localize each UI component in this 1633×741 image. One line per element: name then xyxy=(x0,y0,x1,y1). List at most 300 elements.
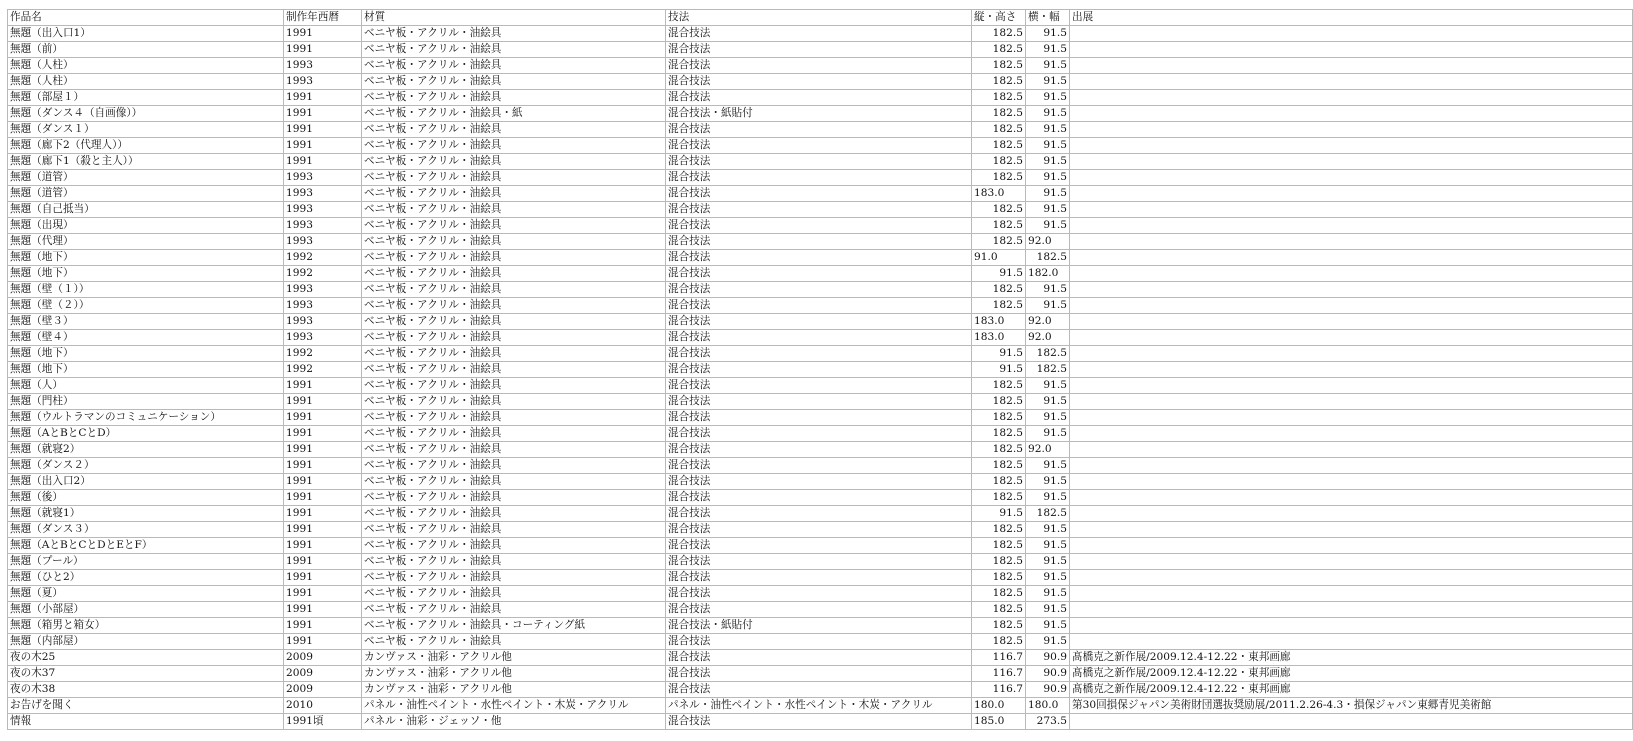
cell-width[interactable]: 91.5 xyxy=(1026,218,1070,234)
cell-width[interactable]: 91.5 xyxy=(1026,170,1070,186)
cell-width[interactable]: 91.5 xyxy=(1026,634,1070,650)
cell-title[interactable]: 無題（プール） xyxy=(8,554,284,570)
cell-exhibition[interactable] xyxy=(1070,170,1633,186)
cell-height[interactable]: 91.5 xyxy=(972,346,1026,362)
cell-height[interactable]: 182.5 xyxy=(972,538,1026,554)
cell-width[interactable]: 91.5 xyxy=(1026,394,1070,410)
cell-material[interactable]: ベニヤ板・アクリル・油絵具 xyxy=(362,26,666,42)
cell-exhibition[interactable]: 髙橋克之新作展/2009.12.4-12.22・東邦画廊 xyxy=(1070,682,1633,698)
cell-height[interactable]: 182.5 xyxy=(972,410,1026,426)
cell-height[interactable]: 180.0 xyxy=(972,698,1026,714)
cell-exhibition[interactable] xyxy=(1070,202,1633,218)
cell-material[interactable]: ベニヤ板・アクリル・油絵具 xyxy=(362,490,666,506)
cell-technique[interactable]: 混合技法 xyxy=(666,266,972,282)
cell-title[interactable]: お告げを聞く xyxy=(8,698,284,714)
cell-height[interactable]: 116.7 xyxy=(972,650,1026,666)
header-exhibition[interactable]: 出展 xyxy=(1070,10,1633,26)
cell-year[interactable]: 1993 xyxy=(284,234,362,250)
cell-material[interactable]: ベニヤ板・アクリル・油絵具 xyxy=(362,538,666,554)
cell-height[interactable]: 182.5 xyxy=(972,106,1026,122)
cell-material[interactable]: ベニヤ板・アクリル・油絵具 xyxy=(362,442,666,458)
cell-width[interactable]: 91.5 xyxy=(1026,138,1070,154)
cell-height[interactable]: 182.5 xyxy=(972,474,1026,490)
cell-exhibition[interactable] xyxy=(1070,330,1633,346)
cell-width[interactable]: 182.0 xyxy=(1026,266,1070,282)
cell-material[interactable]: ベニヤ板・アクリル・油絵具 xyxy=(362,410,666,426)
cell-height[interactable]: 182.5 xyxy=(972,58,1026,74)
cell-exhibition[interactable]: 髙橋克之新作展/2009.12.4-12.22・東邦画廊 xyxy=(1070,650,1633,666)
cell-technique[interactable]: 混合技法 xyxy=(666,426,972,442)
cell-title[interactable]: 無題（廊下2（代理人）） xyxy=(8,138,284,154)
cell-title[interactable]: 無題（代理） xyxy=(8,234,284,250)
cell-title[interactable]: 無題（出現） xyxy=(8,218,284,234)
cell-technique[interactable]: 混合技法 xyxy=(666,666,972,682)
cell-technique[interactable]: 混合技法 xyxy=(666,538,972,554)
cell-title[interactable]: 無題（地下） xyxy=(8,250,284,266)
cell-year[interactable]: 1991 xyxy=(284,570,362,586)
cell-title[interactable]: 無題（地下） xyxy=(8,346,284,362)
cell-width[interactable]: 91.5 xyxy=(1026,74,1070,90)
cell-material[interactable]: ベニヤ板・アクリル・油絵具 xyxy=(362,522,666,538)
cell-height[interactable]: 182.5 xyxy=(972,42,1026,58)
cell-exhibition[interactable] xyxy=(1070,362,1633,378)
cell-width[interactable]: 91.5 xyxy=(1026,202,1070,218)
cell-width[interactable]: 91.5 xyxy=(1026,26,1070,42)
cell-technique[interactable]: 混合技法 xyxy=(666,218,972,234)
cell-technique[interactable]: 混合技法 xyxy=(666,298,972,314)
cell-year[interactable]: 1991 xyxy=(284,586,362,602)
cell-technique[interactable]: 混合技法 xyxy=(666,410,972,426)
cell-material[interactable]: ベニヤ板・アクリル・油絵具 xyxy=(362,570,666,586)
cell-exhibition[interactable] xyxy=(1070,138,1633,154)
cell-width[interactable]: 180.0 xyxy=(1026,698,1070,714)
cell-technique[interactable]: 混合技法 xyxy=(666,282,972,298)
cell-technique[interactable]: 混合技法 xyxy=(666,314,972,330)
cell-technique[interactable]: 混合技法 xyxy=(666,58,972,74)
cell-year[interactable]: 1991 xyxy=(284,378,362,394)
cell-width[interactable]: 91.5 xyxy=(1026,122,1070,138)
cell-year[interactable]: 2010 xyxy=(284,698,362,714)
cell-height[interactable]: 182.5 xyxy=(972,74,1026,90)
cell-exhibition[interactable] xyxy=(1070,74,1633,90)
cell-title[interactable]: 無題（内部屋） xyxy=(8,634,284,650)
cell-height[interactable]: 185.0 xyxy=(972,714,1026,730)
cell-year[interactable]: 1993 xyxy=(284,58,362,74)
cell-height[interactable]: 182.5 xyxy=(972,458,1026,474)
cell-technique[interactable]: 混合技法 xyxy=(666,74,972,90)
cell-year[interactable]: 1991 xyxy=(284,26,362,42)
cell-width[interactable]: 91.5 xyxy=(1026,298,1070,314)
cell-title[interactable]: 無題（出入口2） xyxy=(8,474,284,490)
cell-exhibition[interactable] xyxy=(1070,714,1633,730)
cell-height[interactable]: 91.5 xyxy=(972,266,1026,282)
cell-exhibition[interactable] xyxy=(1070,314,1633,330)
cell-material[interactable]: ベニヤ板・アクリル・油絵具 xyxy=(362,202,666,218)
cell-year[interactable]: 1991 xyxy=(284,426,362,442)
cell-material[interactable]: ベニヤ板・アクリル・油絵具 xyxy=(362,346,666,362)
cell-exhibition[interactable] xyxy=(1070,282,1633,298)
cell-title[interactable]: 無題（地下） xyxy=(8,266,284,282)
cell-exhibition[interactable] xyxy=(1070,90,1633,106)
cell-title[interactable]: 無題（道管） xyxy=(8,170,284,186)
cell-title[interactable]: 無題（AとBとCとDとEとF） xyxy=(8,538,284,554)
cell-technique[interactable]: パネル・油性ペイント・水性ペイント・木炭・アクリル xyxy=(666,698,972,714)
cell-height[interactable]: 182.5 xyxy=(972,634,1026,650)
cell-height[interactable]: 91.5 xyxy=(972,506,1026,522)
cell-title[interactable]: 無題（ダンス３） xyxy=(8,522,284,538)
cell-exhibition[interactable] xyxy=(1070,266,1633,282)
cell-width[interactable]: 90.9 xyxy=(1026,682,1070,698)
cell-title[interactable]: 無題（就寝2） xyxy=(8,442,284,458)
cell-technique[interactable]: 混合技法 xyxy=(666,650,972,666)
cell-technique[interactable]: 混合技法 xyxy=(666,394,972,410)
cell-material[interactable]: ベニヤ板・アクリル・油絵具 xyxy=(362,170,666,186)
cell-title[interactable]: 無題（出入口1） xyxy=(8,26,284,42)
cell-exhibition[interactable] xyxy=(1070,506,1633,522)
cell-exhibition[interactable] xyxy=(1070,442,1633,458)
cell-year[interactable]: 1993 xyxy=(284,298,362,314)
cell-title[interactable]: 無題（前） xyxy=(8,42,284,58)
cell-material[interactable]: ベニヤ板・アクリル・油絵具 xyxy=(362,586,666,602)
cell-height[interactable]: 182.5 xyxy=(972,426,1026,442)
cell-material[interactable]: ベニヤ板・アクリル・油絵具・コーティング紙 xyxy=(362,618,666,634)
cell-exhibition[interactable] xyxy=(1070,378,1633,394)
cell-material[interactable]: ベニヤ板・アクリル・油絵具 xyxy=(362,122,666,138)
cell-width[interactable]: 182.5 xyxy=(1026,362,1070,378)
cell-title[interactable]: 無題（地下） xyxy=(8,362,284,378)
cell-material[interactable]: カンヴァス・油彩・アクリル他 xyxy=(362,666,666,682)
cell-height[interactable]: 182.5 xyxy=(972,170,1026,186)
cell-width[interactable]: 91.5 xyxy=(1026,490,1070,506)
cell-title[interactable]: 無題（ウルトラマンのコミュニケーション） xyxy=(8,410,284,426)
cell-exhibition[interactable]: 髙橋克之新作展/2009.12.4-12.22・東邦画廊 xyxy=(1070,666,1633,682)
cell-technique[interactable]: 混合技法 xyxy=(666,554,972,570)
cell-width[interactable]: 91.5 xyxy=(1026,586,1070,602)
cell-year[interactable]: 1991 xyxy=(284,618,362,634)
cell-title[interactable]: 無題（部屋１） xyxy=(8,90,284,106)
header-height[interactable]: 縦・高さ xyxy=(972,10,1026,26)
cell-material[interactable]: ベニヤ板・アクリル・油絵具 xyxy=(362,138,666,154)
cell-title[interactable]: 無題（就寝1） xyxy=(8,506,284,522)
cell-material[interactable]: ベニヤ板・アクリル・油絵具 xyxy=(362,250,666,266)
cell-year[interactable]: 1991 xyxy=(284,42,362,58)
cell-exhibition[interactable] xyxy=(1070,538,1633,554)
cell-technique[interactable]: 混合技法 xyxy=(666,474,972,490)
cell-year[interactable]: 1991 xyxy=(284,634,362,650)
cell-title[interactable]: 無題（AとBとCとD） xyxy=(8,426,284,442)
cell-height[interactable]: 182.5 xyxy=(972,298,1026,314)
cell-height[interactable]: 182.5 xyxy=(972,394,1026,410)
cell-exhibition[interactable] xyxy=(1070,426,1633,442)
cell-exhibition[interactable] xyxy=(1070,458,1633,474)
header-technique[interactable]: 技法 xyxy=(666,10,972,26)
cell-exhibition[interactable] xyxy=(1070,474,1633,490)
cell-material[interactable]: ベニヤ板・アクリル・油絵具・紙 xyxy=(362,106,666,122)
cell-material[interactable]: パネル・油彩・ジェッソ・他 xyxy=(362,714,666,730)
cell-title[interactable]: 無題（人柱） xyxy=(8,58,284,74)
cell-year[interactable]: 1991 xyxy=(284,522,362,538)
cell-height[interactable]: 183.0 xyxy=(972,330,1026,346)
cell-width[interactable]: 91.5 xyxy=(1026,426,1070,442)
cell-width[interactable]: 91.5 xyxy=(1026,90,1070,106)
cell-title[interactable]: 夜の木25 xyxy=(8,650,284,666)
cell-exhibition[interactable] xyxy=(1070,410,1633,426)
cell-title[interactable]: 無題（壁３） xyxy=(8,314,284,330)
cell-year[interactable]: 1991 xyxy=(284,506,362,522)
cell-material[interactable]: ベニヤ板・アクリル・油絵具 xyxy=(362,90,666,106)
cell-width[interactable]: 91.5 xyxy=(1026,538,1070,554)
cell-height[interactable]: 182.5 xyxy=(972,490,1026,506)
cell-year[interactable]: 1991 xyxy=(284,490,362,506)
cell-exhibition[interactable] xyxy=(1070,26,1633,42)
cell-year[interactable]: 1993 xyxy=(284,282,362,298)
cell-technique[interactable]: 混合技法 xyxy=(666,250,972,266)
cell-technique[interactable]: 混合技法 xyxy=(666,570,972,586)
cell-title[interactable]: 無題（自己抵当） xyxy=(8,202,284,218)
cell-year[interactable]: 1993 xyxy=(284,330,362,346)
cell-width[interactable]: 273.5 xyxy=(1026,714,1070,730)
cell-material[interactable]: ベニヤ板・アクリル・油絵具 xyxy=(362,602,666,618)
cell-height[interactable]: 182.5 xyxy=(972,618,1026,634)
cell-technique[interactable]: 混合技法 xyxy=(666,602,972,618)
cell-title[interactable]: 無題（箱男と箱女） xyxy=(8,618,284,634)
cell-height[interactable]: 182.5 xyxy=(972,378,1026,394)
cell-material[interactable]: ベニヤ板・アクリル・油絵具 xyxy=(362,186,666,202)
cell-year[interactable]: 1991 xyxy=(284,442,362,458)
cell-exhibition[interactable] xyxy=(1070,186,1633,202)
cell-exhibition[interactable] xyxy=(1070,618,1633,634)
cell-material[interactable]: ベニヤ板・アクリル・油絵具 xyxy=(362,218,666,234)
cell-height[interactable]: 183.0 xyxy=(972,314,1026,330)
cell-height[interactable]: 182.5 xyxy=(972,90,1026,106)
cell-material[interactable]: ベニヤ板・アクリル・油絵具 xyxy=(362,474,666,490)
cell-technique[interactable]: 混合技法 xyxy=(666,138,972,154)
cell-exhibition[interactable] xyxy=(1070,298,1633,314)
cell-year[interactable]: 1992 xyxy=(284,362,362,378)
cell-year[interactable]: 1991 xyxy=(284,538,362,554)
cell-technique[interactable]: 混合技法 xyxy=(666,26,972,42)
cell-year[interactable]: 1991 xyxy=(284,554,362,570)
cell-width[interactable]: 91.5 xyxy=(1026,186,1070,202)
cell-technique[interactable]: 混合技法 xyxy=(666,506,972,522)
cell-material[interactable]: ベニヤ板・アクリル・油絵具 xyxy=(362,330,666,346)
cell-technique[interactable]: 混合技法 xyxy=(666,714,972,730)
cell-width[interactable]: 92.0 xyxy=(1026,330,1070,346)
cell-height[interactable]: 182.5 xyxy=(972,234,1026,250)
cell-technique[interactable]: 混合技法 xyxy=(666,586,972,602)
cell-height[interactable]: 91.0 xyxy=(972,250,1026,266)
cell-height[interactable]: 182.5 xyxy=(972,154,1026,170)
cell-year[interactable]: 1993 xyxy=(284,202,362,218)
cell-year[interactable]: 1993 xyxy=(284,186,362,202)
cell-width[interactable]: 91.5 xyxy=(1026,570,1070,586)
cell-exhibition[interactable] xyxy=(1070,106,1633,122)
cell-material[interactable]: カンヴァス・油彩・アクリル他 xyxy=(362,650,666,666)
cell-width[interactable]: 91.5 xyxy=(1026,378,1070,394)
cell-exhibition[interactable] xyxy=(1070,122,1633,138)
cell-exhibition[interactable] xyxy=(1070,154,1633,170)
cell-width[interactable]: 91.5 xyxy=(1026,522,1070,538)
cell-year[interactable]: 1993 xyxy=(284,170,362,186)
cell-material[interactable]: ベニヤ板・アクリル・油絵具 xyxy=(362,234,666,250)
cell-width[interactable]: 182.5 xyxy=(1026,346,1070,362)
cell-material[interactable]: ベニヤ板・アクリル・油絵具 xyxy=(362,42,666,58)
cell-material[interactable]: パネル・油性ペイント・水性ペイント・木炭・アクリル xyxy=(362,698,666,714)
cell-material[interactable]: ベニヤ板・アクリル・油絵具 xyxy=(362,154,666,170)
cell-title[interactable]: 無題（壁４） xyxy=(8,330,284,346)
cell-exhibition[interactable] xyxy=(1070,554,1633,570)
cell-technique[interactable]: 混合技法 xyxy=(666,170,972,186)
header-title[interactable]: 作品名 xyxy=(8,10,284,26)
cell-exhibition[interactable] xyxy=(1070,394,1633,410)
cell-technique[interactable]: 混合技法 xyxy=(666,202,972,218)
cell-exhibition[interactable] xyxy=(1070,250,1633,266)
cell-title[interactable]: 無題（人） xyxy=(8,378,284,394)
cell-material[interactable]: ベニヤ板・アクリル・油絵具 xyxy=(362,426,666,442)
cell-width[interactable]: 91.5 xyxy=(1026,554,1070,570)
cell-exhibition[interactable] xyxy=(1070,42,1633,58)
cell-material[interactable]: ベニヤ板・アクリル・油絵具 xyxy=(362,394,666,410)
cell-title[interactable]: 無題（人柱） xyxy=(8,74,284,90)
cell-technique[interactable]: 混合技法 xyxy=(666,458,972,474)
cell-year[interactable]: 1991 xyxy=(284,602,362,618)
cell-width[interactable]: 90.9 xyxy=(1026,666,1070,682)
cell-technique[interactable]: 混合技法 xyxy=(666,634,972,650)
cell-width[interactable]: 92.0 xyxy=(1026,234,1070,250)
cell-height[interactable]: 116.7 xyxy=(972,682,1026,698)
cell-width[interactable]: 91.5 xyxy=(1026,106,1070,122)
cell-title[interactable]: 夜の木38 xyxy=(8,682,284,698)
cell-exhibition[interactable] xyxy=(1070,634,1633,650)
cell-year[interactable]: 1991頃 xyxy=(284,714,362,730)
header-material[interactable]: 材質 xyxy=(362,10,666,26)
cell-width[interactable]: 92.0 xyxy=(1026,314,1070,330)
cell-width[interactable]: 91.5 xyxy=(1026,458,1070,474)
cell-material[interactable]: ベニヤ板・アクリル・油絵具 xyxy=(362,506,666,522)
cell-technique[interactable]: 混合技法 xyxy=(666,346,972,362)
cell-height[interactable]: 183.0 xyxy=(972,186,1026,202)
cell-height[interactable]: 182.5 xyxy=(972,202,1026,218)
cell-exhibition[interactable] xyxy=(1070,490,1633,506)
cell-exhibition[interactable] xyxy=(1070,570,1633,586)
cell-material[interactable]: カンヴァス・油彩・アクリル他 xyxy=(362,682,666,698)
cell-height[interactable]: 182.5 xyxy=(972,586,1026,602)
cell-exhibition[interactable] xyxy=(1070,522,1633,538)
cell-height[interactable]: 182.5 xyxy=(972,570,1026,586)
cell-material[interactable]: ベニヤ板・アクリル・油絵具 xyxy=(362,58,666,74)
cell-year[interactable]: 2009 xyxy=(284,650,362,666)
cell-year[interactable]: 1993 xyxy=(284,74,362,90)
cell-year[interactable]: 1991 xyxy=(284,394,362,410)
cell-year[interactable]: 1991 xyxy=(284,458,362,474)
cell-title[interactable]: 無題（ダンス２） xyxy=(8,458,284,474)
cell-title[interactable]: 無題（ダンス４（自画像）） xyxy=(8,106,284,122)
cell-title[interactable]: 無題（道管） xyxy=(8,186,284,202)
cell-year[interactable]: 1991 xyxy=(284,106,362,122)
cell-height[interactable]: 182.5 xyxy=(972,522,1026,538)
cell-year[interactable]: 1991 xyxy=(284,474,362,490)
cell-technique[interactable]: 混合技法・紙貼付 xyxy=(666,618,972,634)
cell-title[interactable]: 情報 xyxy=(8,714,284,730)
cell-title[interactable]: 無題（門柱） xyxy=(8,394,284,410)
cell-width[interactable]: 182.5 xyxy=(1026,506,1070,522)
cell-exhibition[interactable] xyxy=(1070,602,1633,618)
cell-technique[interactable]: 混合技法 xyxy=(666,490,972,506)
cell-technique[interactable]: 混合技法 xyxy=(666,522,972,538)
cell-technique[interactable]: 混合技法 xyxy=(666,442,972,458)
cell-technique[interactable]: 混合技法 xyxy=(666,42,972,58)
cell-year[interactable]: 2009 xyxy=(284,666,362,682)
cell-technique[interactable]: 混合技法 xyxy=(666,682,972,698)
cell-title[interactable]: 無題（ひと2） xyxy=(8,570,284,586)
cell-exhibition[interactable] xyxy=(1070,586,1633,602)
cell-width[interactable]: 91.5 xyxy=(1026,474,1070,490)
cell-technique[interactable]: 混合技法 xyxy=(666,378,972,394)
cell-material[interactable]: ベニヤ板・アクリル・油絵具 xyxy=(362,362,666,378)
cell-exhibition[interactable]: 第30回損保ジャパン美術財団選抜奨励展/2011.2.26-4.3・損保ジャパン東郷青児美術館 xyxy=(1070,698,1633,714)
cell-title[interactable]: 無題（壁（１）） xyxy=(8,282,284,298)
cell-technique[interactable]: 混合技法・紙貼付 xyxy=(666,106,972,122)
cell-material[interactable]: ベニヤ板・アクリル・油絵具 xyxy=(362,634,666,650)
cell-year[interactable]: 1991 xyxy=(284,410,362,426)
cell-title[interactable]: 無題（後） xyxy=(8,490,284,506)
cell-height[interactable]: 182.5 xyxy=(972,442,1026,458)
cell-year[interactable]: 1991 xyxy=(284,154,362,170)
cell-height[interactable]: 182.5 xyxy=(972,282,1026,298)
cell-year[interactable]: 1992 xyxy=(284,346,362,362)
cell-material[interactable]: ベニヤ板・アクリル・油絵具 xyxy=(362,266,666,282)
cell-year[interactable]: 1992 xyxy=(284,250,362,266)
cell-title[interactable]: 無題（夏） xyxy=(8,586,284,602)
cell-year[interactable]: 1992 xyxy=(284,266,362,282)
cell-width[interactable]: 90.9 xyxy=(1026,650,1070,666)
cell-material[interactable]: ベニヤ板・アクリル・油絵具 xyxy=(362,378,666,394)
cell-technique[interactable]: 混合技法 xyxy=(666,234,972,250)
cell-technique[interactable]: 混合技法 xyxy=(666,90,972,106)
cell-material[interactable]: ベニヤ板・アクリル・油絵具 xyxy=(362,314,666,330)
cell-technique[interactable]: 混合技法 xyxy=(666,154,972,170)
cell-material[interactable]: ベニヤ板・アクリル・油絵具 xyxy=(362,554,666,570)
cell-height[interactable]: 182.5 xyxy=(972,602,1026,618)
cell-title[interactable]: 無題（小部屋） xyxy=(8,602,284,618)
cell-exhibition[interactable] xyxy=(1070,234,1633,250)
cell-width[interactable]: 91.5 xyxy=(1026,618,1070,634)
cell-width[interactable]: 91.5 xyxy=(1026,42,1070,58)
cell-exhibition[interactable] xyxy=(1070,58,1633,74)
cell-width[interactable]: 91.5 xyxy=(1026,602,1070,618)
cell-material[interactable]: ベニヤ板・アクリル・油絵具 xyxy=(362,458,666,474)
cell-technique[interactable]: 混合技法 xyxy=(666,122,972,138)
cell-height[interactable]: 182.5 xyxy=(972,26,1026,42)
cell-year[interactable]: 1993 xyxy=(284,314,362,330)
cell-year[interactable]: 1991 xyxy=(284,122,362,138)
cell-height[interactable]: 116.7 xyxy=(972,666,1026,682)
cell-material[interactable]: ベニヤ板・アクリル・油絵具 xyxy=(362,298,666,314)
cell-width[interactable]: 91.5 xyxy=(1026,282,1070,298)
cell-year[interactable]: 2009 xyxy=(284,682,362,698)
cell-technique[interactable]: 混合技法 xyxy=(666,186,972,202)
cell-title[interactable]: 夜の木37 xyxy=(8,666,284,682)
cell-width[interactable]: 91.5 xyxy=(1026,154,1070,170)
header-year[interactable]: 制作年西暦 xyxy=(284,10,362,26)
cell-exhibition[interactable] xyxy=(1070,218,1633,234)
cell-year[interactable]: 1993 xyxy=(284,218,362,234)
cell-height[interactable]: 91.5 xyxy=(972,362,1026,378)
cell-width[interactable]: 91.5 xyxy=(1026,58,1070,74)
cell-title[interactable]: 無題（廊下1（殺と主人）） xyxy=(8,154,284,170)
cell-material[interactable]: ベニヤ板・アクリル・油絵具 xyxy=(362,74,666,90)
header-width[interactable]: 横・幅 xyxy=(1026,10,1070,26)
